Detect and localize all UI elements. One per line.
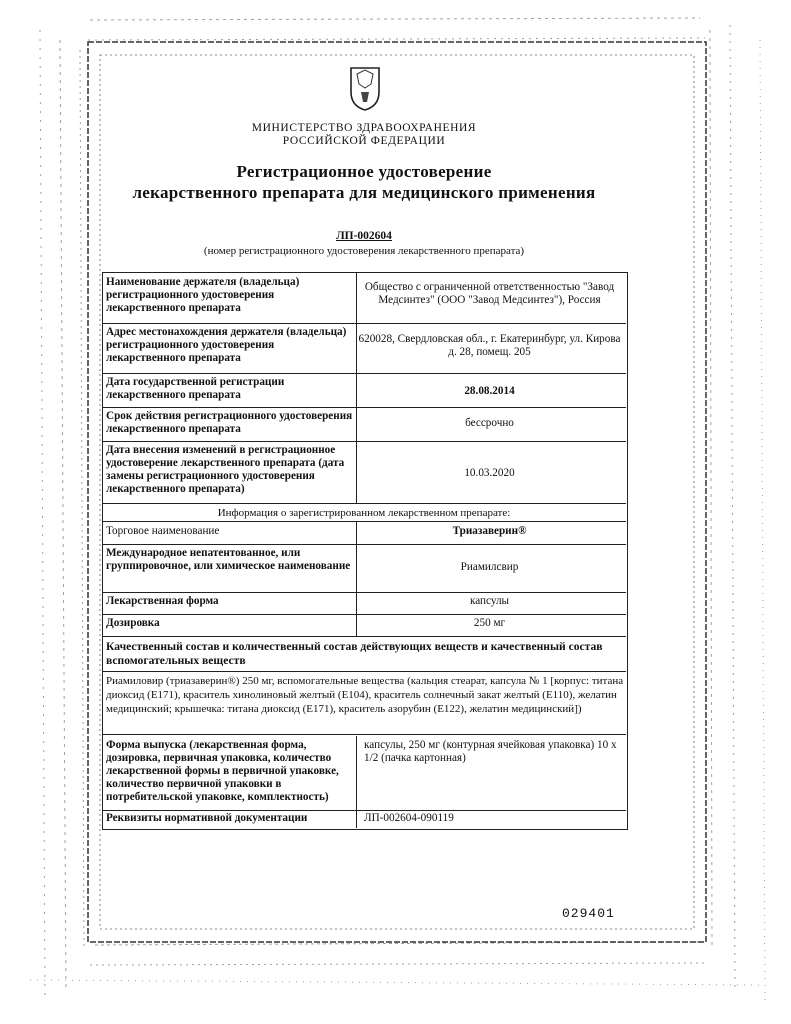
row-value: бессрочно: [465, 417, 514, 429]
row-label: Дата внесения изменений в регистрационное удостоверение лекарственного препарата (дата замены регистрационного удостоверения лекарственного препарата): [106, 444, 345, 495]
row-label: Адрес местонахождения держателя (владельца) регистрационного удостоверения лекарственного препарата: [106, 326, 347, 364]
row-value: Риамилсвир: [460, 561, 519, 573]
row-label: Срок действия регистрационного удостоверения лекарственного препарата: [106, 410, 353, 435]
row-value: 10.03.2020: [464, 467, 515, 479]
table-row-normative-doc: [102, 810, 626, 828]
document-title-line2: лекарственного препарата для медицинского применения: [132, 183, 596, 202]
row-label: Торговое наименование: [106, 525, 220, 537]
row-value: 28.08.2014: [464, 385, 515, 397]
table-row-holder-address: [102, 323, 626, 374]
ministry-name-line2: РОССИЙСКОЙ ФЕДЕРАЦИИ: [282, 135, 446, 147]
coat-of-arms-icon: [345, 62, 385, 112]
divider: [102, 670, 626, 672]
column-divider: [356, 522, 357, 636]
column-divider: [356, 736, 357, 828]
composition-text: Риамиловир (триазаверин®) 250 мг, вспомогательные вещества (кальция стеарат, капсула № 1 [корпус: титана диоксид (Е171), краситель хинолиновый желтый (Е104), краситель солнечный закат желтый (Е110), желатин медицинский; крышечка: титана диоксид (Е171), краситель азорубин (Е122), желатин медицинский]): [106, 675, 624, 715]
info-heading: Информация о зарегистрированном лекарственном препарате:: [217, 507, 511, 519]
document-title-line1: Регистрационное удостоверение: [236, 162, 492, 181]
table-row-inn: [102, 544, 626, 593]
table-row-holder-name: [102, 273, 626, 324]
serial-number: 029401: [562, 906, 615, 921]
row-value: 250 мг: [473, 617, 506, 629]
column-divider: [356, 273, 357, 503]
row-label: Форма выпуска (лекарственная форма, дозировка, первичная упаковка, количество лекарственной формы в первичной упаковке, количество первичной упаковки в потребительской упаковке, комплектность): [106, 739, 339, 803]
row-value: капсулы, 250 мг (контурная ячейковая упаковка) 10 x 1/2 (пачка картонная): [364, 739, 617, 764]
row-value: Триазаверин®: [452, 525, 527, 537]
row-label: Наименование держателя (владельца) регистрационного удостоверения лекарственного препарата: [106, 276, 300, 314]
row-label: Международное непатентованное, или группировочное, или химическое наименование: [106, 547, 351, 572]
row-value: Общество с ограниченной ответственностью "Завод Медсинтез" (ООО "Завод Медсинтез"), Россия: [364, 281, 615, 306]
registration-number: ЛП-002604: [336, 230, 392, 242]
table-row-release-form: [102, 736, 626, 811]
divider: [102, 733, 626, 735]
row-value: 620028, Свердловская обл., г. Екатеринбург, ул. Кирова д. 28, помещ. 205: [358, 333, 621, 358]
registration-number-caption: (номер регистрационного удостоверения лекарственного препарата): [203, 245, 525, 257]
row-label: Реквизиты нормативной документации: [106, 812, 308, 824]
table-row-validity: [102, 407, 626, 442]
ministry-name-line1: МИНИСТЕРСТВО ЗДРАВООХРАНЕНИЯ: [251, 122, 477, 134]
table-row-dosage: [102, 614, 626, 637]
table-row-change-date: [102, 441, 626, 504]
composition-heading: Качественный состав и количественный состав действующих веществ и качественный состав вспомогательных веществ: [106, 640, 603, 667]
row-label: Лекарственная форма: [106, 595, 219, 607]
table-row-trade-name: [102, 522, 626, 545]
row-label: Дата государственной регистрации лекарственного препарата: [106, 376, 285, 401]
row-label: Дозировка: [106, 617, 160, 629]
row-value: ЛП-002604-090119: [364, 812, 454, 824]
table-row-registration-date: [102, 373, 626, 408]
row-value: капсулы: [469, 595, 510, 607]
table-row-dosage-form: [102, 592, 626, 615]
